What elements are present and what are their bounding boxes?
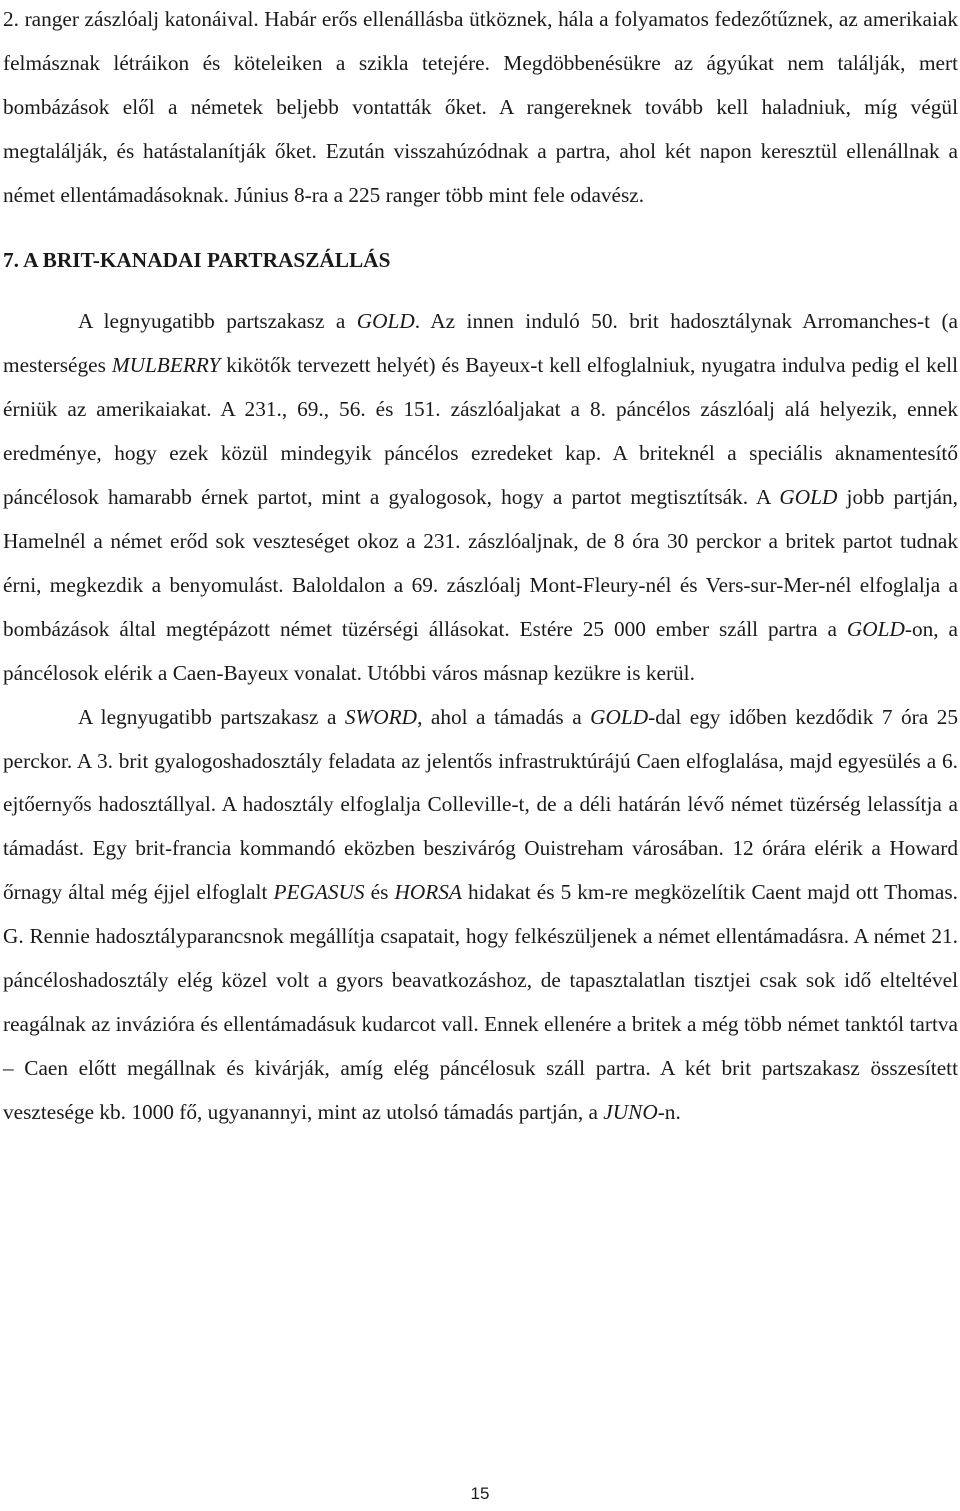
beach-name-gold: GOLD xyxy=(846,616,905,641)
paragraph-text: , ahol a támadás a xyxy=(417,704,591,729)
beach-name-gold: GOLD xyxy=(779,485,838,510)
paragraph-text: jobb partján, Hamelnél a német erőd sok veszteséget okoz a 231. zászlóaljnak, de 8 óra 30 perckor a britek partot tudnak érni, megkezdik a benyomulást. Baloldalon a 69. zászlóalj Mont-Fleury-nél és Vers-sur-Mer-nél elfoglalja a bombázások által megtépázott német tüzérségi állásokat. Estére 25 000 ember száll partra a xyxy=(3,485,958,641)
page-content xyxy=(3,0,958,1135)
paragraph-text: 2. ranger zászlóalj katonáival. Habár erős ellenállásba ütköznek, hála a folyamatos fedezőtűznek, az amerikaiak felmásznak létráikon és köteleiken a szikla tetejére. Megdöbbenésükre az ágyúkat nem találják, mert bombázások elől a németek beljebb vontatták őket. A rangereknek tovább kell haladniuk, míg végül megtalálják, és hatástalanítják őket. Ezután visszahúzódnak a partra, ahol két napon keresztül ellenállnak a német ellentámadásoknak. Június 8-ra a 225 ranger több mint fele odavész. xyxy=(3,7,958,207)
harbour-name-mulberry: MULBERRY xyxy=(111,353,221,378)
beach-name-sword: SWORD xyxy=(344,704,418,729)
paragraph-text: kikötők tervezett helyét) és Bayeux-t kell elfoglalniuk, nyugatra indulva pedig el kell érniük az amerikaiakat. A 231., 69., 56. és 151. zászlóaljakat a 8. páncélos zászlóalj alá helyezik, ennek eredménye, hogy ezek közül mindegyik páncélos ezredeket kap. A briteknél a speciális aknamentesítő páncélosok hamarabb érnek partot, mint a gyalogosok, hogy a partot megtisztítsák. A xyxy=(3,353,958,510)
paragraph-text: . Az innen induló 50. brit hadosztálynak Arromanches-t (a mesterséges xyxy=(3,309,959,378)
paragraph-text: -dal egy időben kezdődik 7 óra 25 perckor. A 3. brit gyalogoshadosztály feladata az jelentős infrastruktúrájú Caen elfoglalása, majd egyesülés a 6. ejtőernyős hadosztállyal. A hadosztály elfoglalja Colleville-t, de a déli határán lévő német tüzérség lelassítja a támadást. Egy brit-francia kommandó eközben besziváróg Ouistreham városában. 12 órára elérik a Howard őrnagy által még éjjel elfoglalt xyxy=(3,704,959,905)
paragraph-text: A legnyugatibb partszakasz a xyxy=(78,704,345,729)
paragraph-gold-beach xyxy=(3,300,958,695)
section-heading: 7. A BRIT-KANADAI PARTRASZÁLLÁS xyxy=(3,247,391,272)
paragraph-ranger-continuation xyxy=(3,0,958,218)
paragraph-sword-beach xyxy=(3,696,958,1135)
paragraph-text: -n. xyxy=(657,1099,681,1124)
bridge-name-horsa: HORSA xyxy=(394,880,462,905)
paragraph-text: és xyxy=(364,880,395,905)
page-number: 15 xyxy=(470,1484,490,1503)
bridge-name-pegasus: PEGASUS xyxy=(273,880,365,905)
beach-name-gold: GOLD xyxy=(356,309,415,334)
paragraph-text: A legnyugatibb partszakasz a xyxy=(78,309,357,334)
beach-name-gold: GOLD xyxy=(590,704,649,729)
beach-name-juno: JUNO xyxy=(603,1099,658,1124)
paragraph-text: hidakat és 5 km-re megközelítik Caent majd ott Thomas. G. Rennie hadosztályparancsnok megállítja csapatait, hogy felkészüljenek a német ellentámadásra. A német 21. páncéloshadosztály elég közel volt a gyors beavatkozáshoz, de tapasztalatlan tisztjei csak sok idő elteltével reagálnak az invázióra és ellentámadásuk kudarcot vall. Ennek ellenére a britek a még több német tanktól tartva – Caen előtt megállnak és kivárják, amíg elég páncélosuk száll partra. A két brit partszakasz összesített vesztesége kb. 1000 fő, ugyanannyi, mint az utolsó támadás partján, a xyxy=(3,880,959,1124)
paragraph-text: -on, a páncélosok elérik a Caen-Bayeux vonalat. Utóbbi város másnap kezükre is kerül. xyxy=(3,616,958,685)
